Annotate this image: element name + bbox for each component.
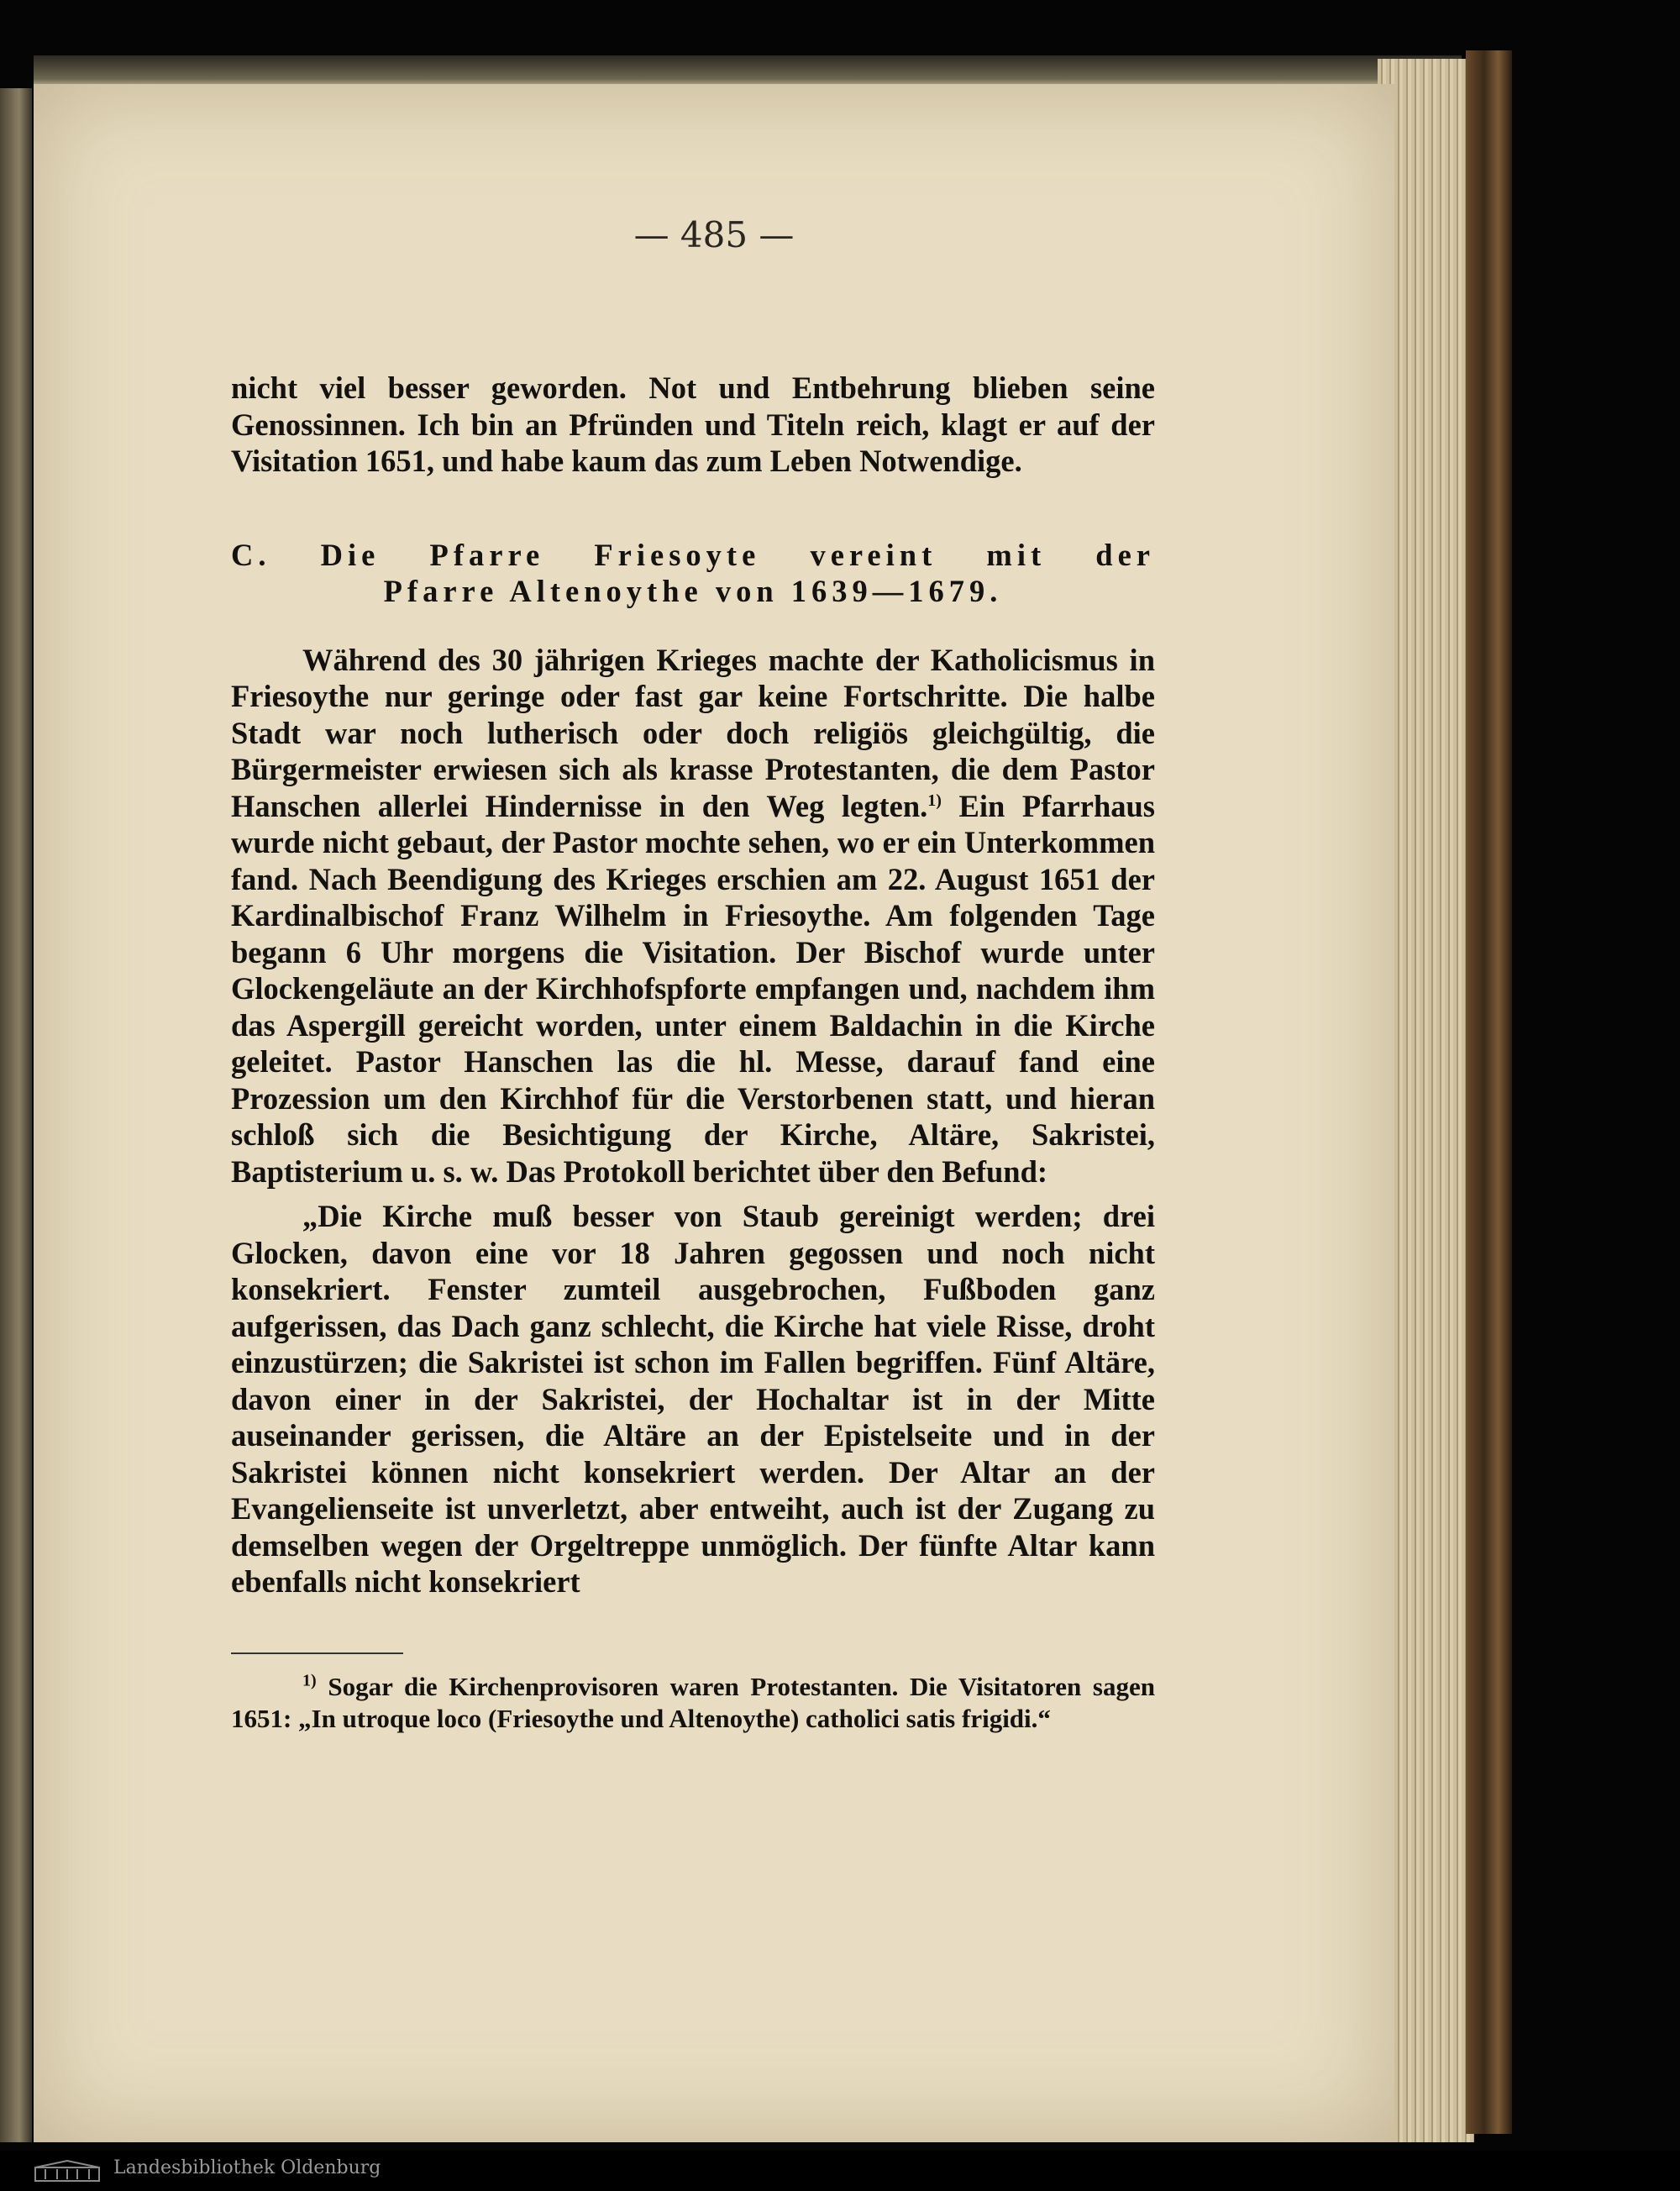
page-text <box>231 370 1155 1735</box>
section-heading-line-2: Pfarre Altenoythe von 1639—1679. <box>383 574 1003 608</box>
section-heading-line-1: C. Die Pfarre Friesoyte vereint mit der <box>231 537 1155 572</box>
footnote-divider <box>231 1652 403 1654</box>
footnote-reference: 1) <box>927 791 942 810</box>
library-name: Landesbibliothek Oldenburg <box>113 2157 381 2178</box>
page-number: — 485 — <box>633 214 795 255</box>
section-heading <box>231 537 1155 610</box>
paragraph-main-part-1: Während des 30 jährigen Krieges machte der Katholicismus in Friesoythe nur geringe oder fast gar keine Fortschritte. Die halbe Stadt war noch lutherisch oder doch religiös gleichgültig, die Bürgermeister erwiesen sich als krasse Protestanten, die dem Pastor Hanschen allerlei Hindernisse in den Weg legten. <box>231 642 1155 823</box>
paragraph-intro: nicht viel besser geworden. Not und Entbehrung blieben seine Genossinnen. Ich bin an Pfründen und Titeln reich, klagt er auf der Visitation 1651, und habe kaum das zum Leben Notwendige. <box>231 370 1155 478</box>
footnote <box>231 1671 1155 1735</box>
book-cover-edge <box>1466 50 1512 2134</box>
book-page <box>34 84 1394 2142</box>
paragraph-main-part-2: Ein Pfarrhaus wurde nicht gebaut, der Pastor mochte sehen, wo er ein Unterkommen fand. Nach Beendigung des Krieges erschien am 22. August 1651 der Kardinalbischof Franz Wilhelm in Friesoythe. Am folgenden Tage begann 6 Uhr morgens die Visitation. Der Bischof wurde unter Glockengeläute an der Kirchhofspforte empfangen und, nachdem ihm das Aspergill gereicht worden, unter einem Baldachin in die Kirche geleitet. Pastor Hanschen las die hl. Messe, darauf fand eine Prozession um den Kirchhof für die Verstorbenen statt, und hieran schloß sich die Besichtigung der Kirche, Altäre, Sakristei, Baptisterium u. s. w. Das Protokoll berichtet über den Befund: <box>231 788 1155 1189</box>
library-footer <box>0 2151 1680 2191</box>
paragraph-quote: „Die Kirche muß besser von Staub gereinigt werden; drei Glocken, davon eine vor 18 Jahren gegossen und noch nicht konsekriert. Fenster zumteil ausgebrochen, Fußboden ganz aufgerissen, das Dach ganz schlecht, die Kirche hat viele Risse, droht einzustürzen; die Sakristei ist schon im Fallen begriffen. Fünf Altäre, davon einer in der Sakristei, der Hochaltar ist in der Mitte auseinander gerissen, die Altäre an der Epistelseite und in der Sakristei können nicht konsekriert werden. Der Altar an der Evangelienseite ist unverletzt, aber entweiht, auch ist der Zugang zu demselben wegen der Orgeltreppe unmöglich. Der fünfte Altar kann ebenfalls nicht konsekriert <box>231 1199 1155 1599</box>
footnote-marker: 1) <box>302 1671 317 1690</box>
facing-page-edge <box>0 88 32 2142</box>
paragraph-main <box>231 642 1155 1190</box>
footnote-text: Sogar die Kirchenprovisoren waren Protestanten. Die Visitatoren sagen 1651: „In utroque loco (Friesoythe und Altenoythe) catholici satis frigidi.“ <box>231 1671 1155 1733</box>
library-building-icon <box>34 2159 101 2183</box>
